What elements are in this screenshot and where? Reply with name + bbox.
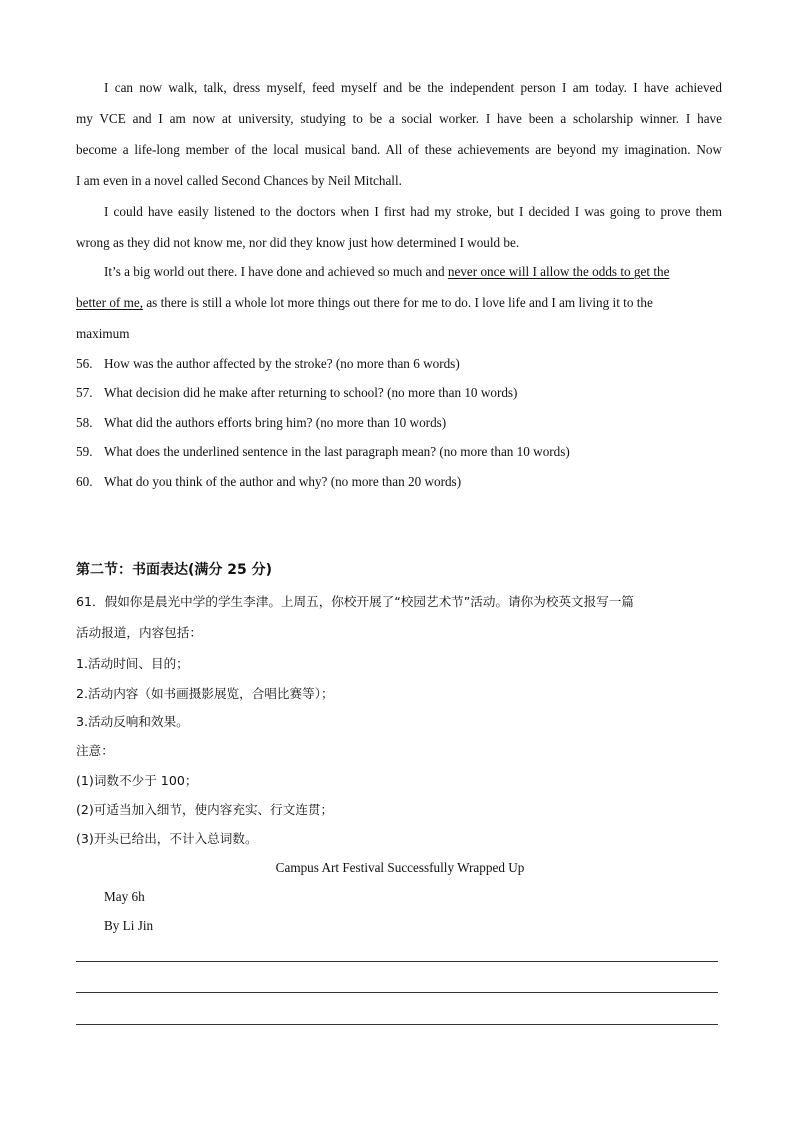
passage-p3-line-3: maximum bbox=[76, 326, 130, 341]
question-number: 56. bbox=[76, 356, 93, 371]
section-heading: 第二节：书面表达(满分 25 分) bbox=[76, 562, 273, 578]
passage-p3-line-2 bbox=[76, 294, 722, 312]
passage-p3-text: It’s a big world out there. I have done and achieved so much and bbox=[104, 264, 448, 279]
question-58 bbox=[76, 414, 446, 432]
passage-p3-line-1 bbox=[104, 263, 730, 281]
answer-line[interactable] bbox=[76, 1024, 718, 1025]
passage-p2-line-2: wrong as they did not know me, nor did they know just how determined I would be. bbox=[76, 235, 520, 250]
writing-prompt-line-1: 61．假如你是晨光中学的学生李津。上周五，你校开展了“校园艺术节”活动。请你为校英文报写一篇 bbox=[76, 594, 635, 609]
question-57 bbox=[76, 384, 517, 402]
essay-date: May 6h bbox=[104, 889, 145, 904]
question-number: 58. bbox=[76, 415, 93, 430]
question-text: What do you think of the author and why? (no more than 20 words) bbox=[104, 474, 462, 489]
question-text: How was the author affected by the stroke? (no more than 6 words) bbox=[104, 356, 460, 371]
writing-prompt-line-2: 活动报道，内容包括： bbox=[76, 625, 202, 640]
passage-p1-line-3: become a life-long member of the local musical band. All of these achievements are beyond my imagination. Now bbox=[76, 142, 722, 157]
question-text: What decision did he make after returning to school? (no more than 10 words) bbox=[104, 385, 518, 400]
question-59 bbox=[76, 443, 570, 461]
underlined-sentence-part-1: never once will I allow the odds to get the bbox=[447, 264, 670, 279]
question-number: 60. bbox=[76, 474, 93, 489]
passage-p1-line-2: my VCE and I am now at university, studying to be a social worker. I have been a scholarship winner. I have bbox=[76, 111, 722, 126]
question-text: What did the authors efforts bring him? (no more than 10 words) bbox=[104, 415, 447, 430]
passage-p1-line-1: I can now walk, talk, dress myself, feed myself and be the independent person I am today. I have achieved bbox=[104, 80, 722, 95]
answer-line[interactable] bbox=[76, 961, 718, 962]
passage-p2-line-1: I could have easily listened to the doctors when I first had my stroke, but I decided I was going to prove them bbox=[104, 204, 722, 219]
note-3: (3)开头已给出，不计入总词数。 bbox=[76, 831, 258, 846]
question-number: 57. bbox=[76, 385, 93, 400]
note-1: (1)词数不少于 100； bbox=[76, 773, 198, 788]
question-60 bbox=[76, 473, 461, 491]
question-text: What does the underlined sentence in the last paragraph mean? (no more than 10 words) bbox=[104, 444, 570, 459]
note-2: (2)可适当加入细节，使内容充实、行文连贯； bbox=[76, 802, 334, 817]
underlined-sentence-part-2: better of me, bbox=[76, 295, 144, 310]
writing-item-1: 1.活动时间、目的； bbox=[76, 656, 189, 671]
passage-p3-text-continued: as there is still a whole lot more things out there for me to do. I love life and I am living it to the bbox=[143, 295, 653, 310]
note-label: 注意： bbox=[76, 743, 114, 758]
question-56 bbox=[76, 355, 460, 373]
question-number: 59. bbox=[76, 444, 93, 459]
essay-title: Campus Art Festival Successfully Wrapped Up bbox=[275, 860, 525, 875]
answer-line[interactable] bbox=[76, 992, 718, 993]
writing-item-3: 3.活动反响和效果。 bbox=[76, 714, 189, 729]
passage-p1-line-4: I am even in a novel called Second Chances by Neil Mitchall. bbox=[76, 173, 402, 188]
essay-byline: By Li Jin bbox=[104, 918, 154, 933]
writing-item-2: 2.活动内容（如书画摄影展览，合唱比赛等）； bbox=[76, 686, 334, 701]
